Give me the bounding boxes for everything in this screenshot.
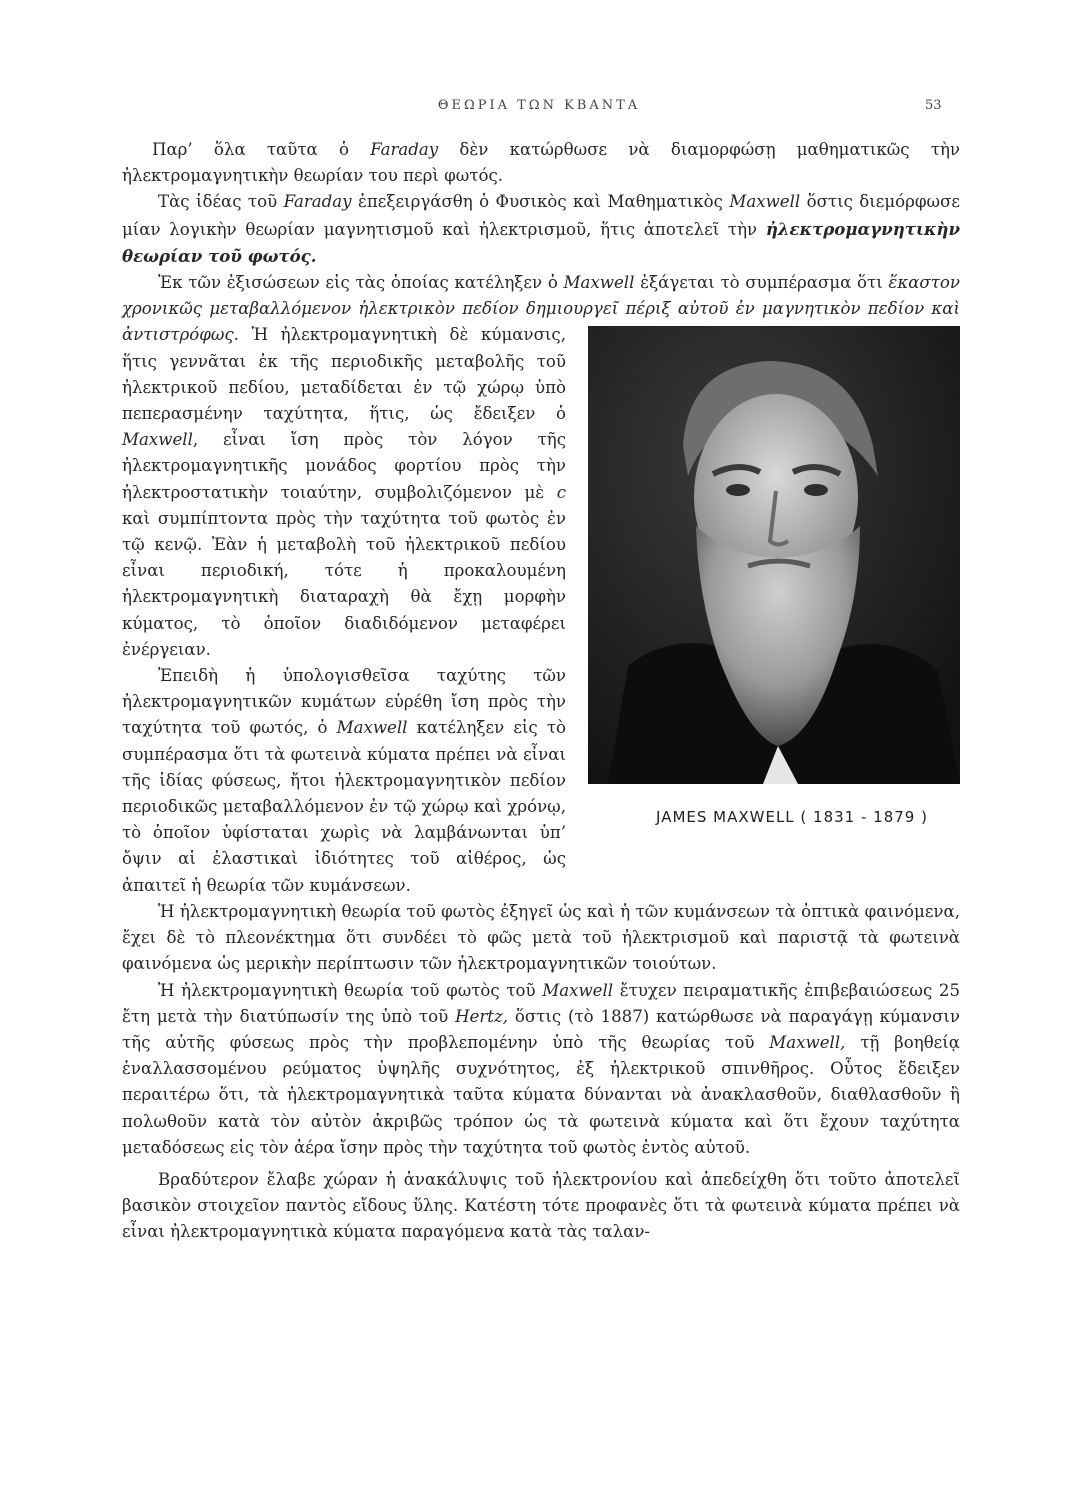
text-run: Παρ’ ὅλα ταῦτα ὁ [152,140,371,159]
paragraph-1 [122,137,960,189]
text-run: ἔτυχεν πειραματικῆς ἐπιβεβαιώσεως 25 ἔτη μετὰ τὴν διατύπωσίν της ὑπὸ τοῦ [122,980,960,1026]
maxwell-portrait [588,326,960,784]
text-run: Βραδύτερον ἔλαβε χώραν ἡ ἀνακάλυψις τοῦ ἠλεκτρονίου καὶ ἀπεδείχθη ὅτι τοῦτο ἀποτελεῖ βασικὸν στοιχεῖον παντὸς εἴδους ὕλης. Κατέστη τότε προφανὲς ὅτι τὰ φωτεινὰ κύματα πρέπει νὰ εἶναι ἠλεκτρομαγνητικὰ κύματα παραγόμενα κατὰ τὰς ταλαν- [122,1169,960,1242]
name-maxwell: Maxwell [563,273,635,293]
body-text [122,137,960,1246]
paragraph-2 [122,189,960,270]
text-run: Ἡ ἠλεκτρομαγνητικὴ δὲ κύμανσις, ἥτις γεννᾶται ἐκ τῆς περιοδικῆς μεταβολῆς τοῦ ἠλεκτρικοῦ πεδίου, μεταδίδεται ἐν τῷ χώρῳ ὑπὸ πεπερασμένην ταχύτητα, ἥτις, ὡς ἔδειξεν ὁ [122,325,566,424]
text-run: Ἡ ἠλεκτρομαγνητικὴ θεωρία τοῦ φωτὸς τοῦ [158,980,543,1000]
name-hertz: Hertz, [455,1006,508,1026]
paragraph-7 [122,1167,960,1246]
text-run: κατέληξεν εἰς τὸ συμπέρασμα ὅτι τὰ φωτεινὰ κύματα πρέπει νὰ εἶναι τῆς ἰδίας φύσεως, ἤτοι ἠλεκτρομαγνητικὸν πεδίον περιοδικῶς μεταβαλλόμενον ἐν τῷ χώρῳ καὶ χρόνῳ, τὸ ὁποῖον ὑφίσταται χωρὶς νὰ λαμβάνωνται ὑπ’ ὄψιν αἱ ἐλαστικαὶ ἰδιότητες τοῦ αἰθέρος, ὡς ἀπαιτεῖ ἡ θεωρία τῶν κυμάνσεων. [122,718,566,895]
portrait-image [588,326,960,784]
page-number: 53 [925,98,942,113]
emphasized-term: ἠλεκτρομαγνητικὴν θεωρίαν τοῦ φωτός. [122,218,960,266]
paragraph-5 [122,899,960,978]
paragraph-6 [122,978,960,1161]
text-run: Ἡ ἠλεκτρομαγνητικὴ θεωρία τοῦ φωτὸς ἐξηγεῖ ὡς καὶ ἡ τῶν κυμάνσεων τὰ ὀπτικὰ φαινόμενα, ἔχει δὲ τὸ πλεονέκτημα ὅτι συνδέει τὸ φῶς μετὰ τοῦ ἠλεκτρισμοῦ καὶ παριστᾷ τὰ φωτεινὰ φαινόμενα ὡς μερικὴν περίπτωσιν τῶν ἠλεκτρομαγνητικῶν τοιούτων. [122,901,960,974]
text-run: ἐξάγεται τὸ συμπέρασμα ὅτι [634,273,889,293]
name-maxwell: Maxwell [542,980,614,1000]
name-maxwell: Maxwell [729,192,801,212]
figure-caption: JAMES MAXWELL ( 1831 - 1879 ) [656,808,928,827]
text-run: Τὰς ἰδέας τοῦ [158,192,284,212]
text-run: ὅστις διεμόρφωσε μίαν λογικὴν θεωρίαν μαγνητισμοῦ καὶ ἠλεκτρισμοῦ, ἥτις ἀποτελεῖ τὴν [122,192,960,239]
name-faraday: Faraday [283,192,352,212]
running-title: ΘΕΩΡΙΑ ΤΩΝ ΚΒΑΝΤΑ [437,98,641,113]
text-run: Ἐκ τῶν ἐξισώσεων εἰς τὰς ὁποίας κατέληξεν ὁ [158,273,564,293]
text-run: ἐπεξειργάσθη ὁ Φυσικὸς καὶ Μαθηματικὸς [351,192,730,212]
text-run: , εἶναι ἴση πρὸς τὸν λόγον τῆς ἠλεκτρομαγνητικῆς μονάδος φορτίου πρὸς τὴν ἠλεκτροστατικὴν τοιαύτην, συμβολιζόμενον μὲ [122,430,566,502]
name-faraday: Faraday [370,140,439,159]
symbol-c: c [556,482,566,502]
name-maxwell: Maxwell, [769,1032,846,1052]
maxwell-figure [588,326,960,866]
name-maxwell: Maxwell [336,718,408,738]
text-run: δὲν κατώρθωσε νὰ διαμορφώσῃ μαθηματικῶς τὴν ἠλεκτρομαγνητικὴν θεωρίαν του περὶ φωτός. [122,140,960,186]
text-run: τῇ βοηθείᾳ ἐναλλασσομένου ρεύματος ὑψηλῆς συχνότητος, ἐξ ἠλεκτρικοῦ σπινθῆρος. Οὗτος ἔδειξεν περαιτέρω ὅτι, τὰ ἠλεκτρομαγνητικὰ ταῦτα κύματα δύνανται νὰ ἀνακλασθοῦν, διαθλασθοῦν ἢ πολωθοῦν κατὰ τὸν αὐτὸν ἀκριβῶς τρόπον ὡς τὰ φωτεινὰ κύματα καὶ ὅτι ἔχουν ταχύτητα μεταδόσεως εἰς τὸν ἀέρα ἴσην πρὸς τὴν ταχύτητα τοῦ φωτὸς ἐντὸς αὐτοῦ. [122,1032,960,1157]
text-run: καὶ συμπίπτοντα πρὸς τὴν ταχύτητα τοῦ φωτὸς ἐν τῷ κενῷ. Ἐὰν ἡ μεταβολὴ τοῦ ἠλεκτρικοῦ πεδίου εἶναι περιοδική, τότε ἡ προκαλουμένη ἠλεκτρομαγνητικὴ διαταραχὴ θὰ ἔχῃ μορφὴν κύματος, τὸ ὁποῖον διαδιδόμενον μεταφέρει ἐνέργειαν. [122,508,566,659]
text-run: ὅστις (τὸ 1887) κατώρθωσε νὰ παραγάγῃ κύμανσιν τῆς αὐτῆς φύσεως πρὸς τὴν προβλεπομένην ὑπὸ τῆς θεωρίας τοῦ [122,1006,960,1052]
italic-statement: ἕκαστον χρονικῶς μεταβαλλόμενον ἠλεκτρικὸν πεδίον δημιουργεῖ πέριξ αὐτοῦ ἐν μαγνητικὸν πεδίον καὶ ἀντιστρόφως. [122,273,960,345]
text-run: Ἐπειδὴ ἡ ὑπολογισθεῖσα ταχύτης τῶν ἠλεκτρομαγνητικῶν κυμάτων εὑρέθη ἴση πρὸς τὴν ταχύτητα τοῦ φωτός, ὁ [122,666,566,738]
name-maxwell: Maxwell [122,430,193,450]
